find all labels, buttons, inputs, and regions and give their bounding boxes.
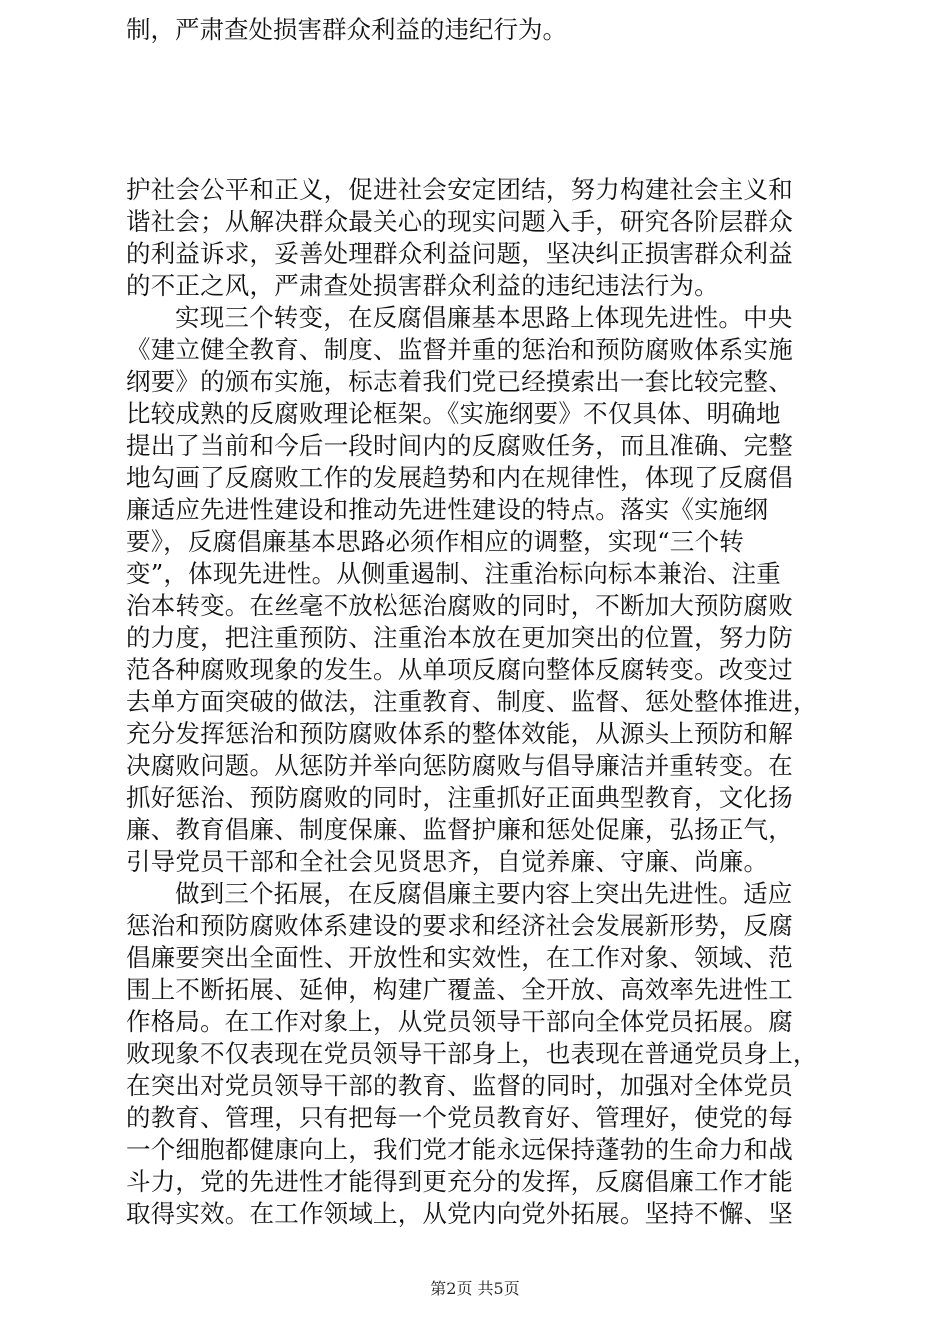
text-line: 范各种腐败现象的发生。从单项反腐向整体反腐转变。改变过 xyxy=(126,655,793,684)
body-text xyxy=(126,174,826,1230)
text-line: 惩治和预防腐败体系建设的要求和经济社会发展新形势，反腐 xyxy=(126,911,793,940)
text-line: 一个细胞都健康向上，我们党才能永远保持蓬勃的生命力和战 xyxy=(126,1135,793,1164)
text-line: 作格局。在工作对象上，从党员领导干部向全体党员拓展。腐 xyxy=(126,1007,793,1036)
text-line: 充分发挥惩治和预防腐败体系的整体效能，从源头上预防和解 xyxy=(126,719,793,748)
text-line: 比较成熟的反腐败理论框架。《实施纲要》不仅具体、明确地 xyxy=(126,399,781,428)
page-footer: 第2页 共5页 xyxy=(430,1279,520,1298)
text-line: 地勾画了反腐败工作的发展趋势和内在规律性，体现了反腐倡 xyxy=(126,463,793,492)
text-line: 实现三个转变，在反腐倡廉基本思路上体现先进性。中央 xyxy=(175,303,793,332)
text-line: 要》，反腐倡廉基本思路必须作相应的调整，实现“三个转 xyxy=(126,527,744,556)
text-line: 的教育、管理，只有把每一个党员教育好、管理好，使党的每 xyxy=(126,1103,793,1132)
paragraph-three-expansions xyxy=(126,878,826,1230)
text-line: 斗力，党的先进性才能得到更充分的发挥，反腐倡廉工作才能 xyxy=(126,1167,793,1196)
paragraph-three-transformations xyxy=(126,302,826,878)
text-line: 去单方面突破的做法，注重教育、制度、监督、惩处整体推进， xyxy=(126,687,818,716)
text-line: 抓好惩治、预防腐败的同时，注重抓好正面典型教育，文化扬 xyxy=(126,783,793,812)
text-line: 《建立健全教育、制度、监督并重的惩治和预防腐败体系实施 xyxy=(126,335,793,364)
text-line: 的不正之风，严肃查处损害群众利益的违纪违法行为。 xyxy=(126,271,719,300)
text-line: 提出了当前和今后一段时间内的反腐败任务，而且准确、完整 xyxy=(126,431,793,460)
text-line: 纲要》的颁布实施，标志着我们党已经摸索出一套比较完整、 xyxy=(126,367,793,396)
text-line: 决腐败问题。从惩防并举向惩防腐败与倡导廉洁并重转变。在 xyxy=(126,751,793,780)
text-line: 引导党员干部和全社会见贤思齐，自觉养廉、守廉、尚廉。 xyxy=(126,847,769,876)
text-line: 变”，体现先进性。从侧重遏制、注重治标向标本兼治、注重 xyxy=(126,559,781,588)
text-line: 做到三个拓展，在反腐倡廉主要内容上突出先进性。适应 xyxy=(175,879,793,908)
text-line: 治本转变。在丝毫不放松惩治腐败的同时，不断加大预防腐败 xyxy=(126,591,793,620)
text-line: 败现象不仅表现在党员领导干部身上，也表现在普通党员身上， xyxy=(126,1039,818,1068)
text-line: 廉适应先进性建设和推动先进性建设的特点。落实《实施纲 xyxy=(126,495,769,524)
text-line: 护社会公平和正义，促进社会安定团结，努力构建社会主义和 xyxy=(126,175,793,204)
paragraph-continuation xyxy=(126,174,826,302)
text-line: 取得实效。在工作领域上，从党内向党外拓展。坚持不懈、坚 xyxy=(126,1199,793,1228)
cropped-top-line: 制，严肃查处损害群众利益的违纪行为。 xyxy=(126,15,567,44)
text-line: 倡廉要突出全面性、开放性和实效性，在工作对象、领域、范 xyxy=(126,943,793,972)
text-line: 的利益诉求，妥善处理群众利益问题，坚决纠正损害群众利益 xyxy=(126,239,793,268)
text-line: 围上不断拓展、延伸，构建广覆盖、全开放、高效率先进性工 xyxy=(126,975,793,1004)
text-line: 在突出对党员领导干部的教育、监督的同时，加强对全体党员 xyxy=(126,1071,793,1100)
text-line: 廉、教育倡廉、制度保廉、监督护廉和惩处促廉，弘扬正气， xyxy=(126,815,793,844)
text-line: 的力度，把注重预防、注重治本放在更加突出的位置，努力防 xyxy=(126,623,793,652)
text-line: 谐社会；从解决群众最关心的现实问题入手，研究各阶层群众 xyxy=(126,207,793,236)
